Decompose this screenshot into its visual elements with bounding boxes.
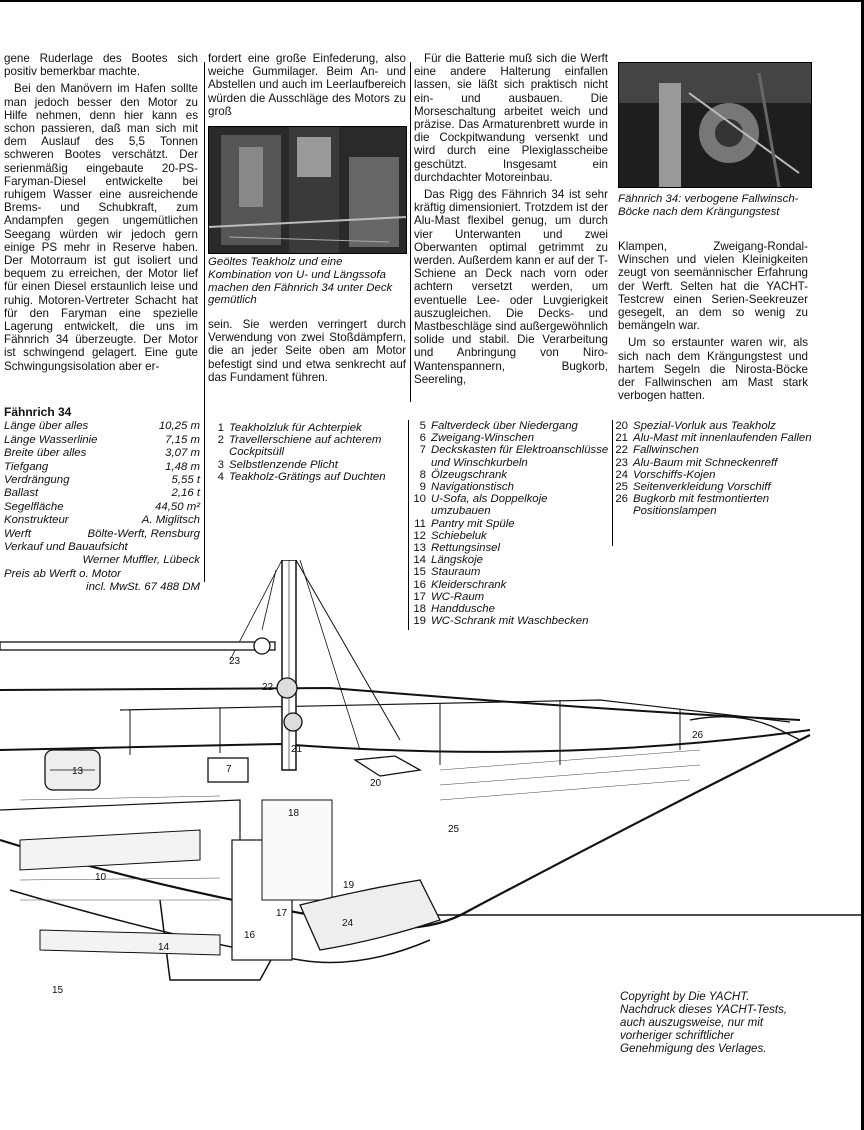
column-divider — [410, 62, 411, 402]
copyright-line: Nachdruck dieses YACHT-Tests, — [620, 1003, 788, 1016]
legend-item — [410, 444, 610, 468]
copyright-line: Copyright by Die YACHT. — [620, 990, 750, 1003]
legend-text: Alu-Mast mit innenlaufenden Fallen — [633, 432, 812, 445]
legend-item — [612, 493, 812, 517]
page-top-border — [0, 0, 864, 2]
specs-sales-label: Verkauf und Bauaufsicht — [4, 541, 128, 554]
legend-list-3 — [612, 420, 812, 518]
paragraph: Für die Batterie muß sich die Werft eine andere Halterung einfallen lassen, sie läßt sich praktisch nicht ein- und ausbauen. Die Morseschaltung arbeitet weich und präzise. Das Armaturenbrett wurde in die Cockpitwandung versenkt und wird durch eine Plexiglasscheibe geschützt. Insgesamt ein durchdachter Motoreinbau. — [414, 52, 608, 184]
legend-text: Seitenverkleidung Vorschiff — [633, 481, 771, 494]
drawing-callout: 17 — [276, 908, 288, 919]
legend-text: Rettungsinsel — [431, 542, 501, 555]
drawing-callout: 13 — [72, 766, 84, 777]
legend-number: 23 — [615, 456, 628, 469]
spec-row — [4, 434, 200, 447]
drawing-callout: 20 — [370, 778, 382, 789]
drawing-callout: 19 — [343, 880, 355, 891]
spec-value: A. Miglitsch — [141, 514, 200, 527]
legend-list-1 — [208, 422, 404, 483]
legend-item — [612, 444, 812, 456]
spec-label: Länge über alles — [4, 420, 89, 433]
copyright-line: vorheriger schriftlicher — [620, 1029, 735, 1042]
spec-label: Länge Wasserlinie — [4, 433, 98, 446]
spec-value: 3,07 m — [165, 447, 200, 460]
spec-value: Bölte-Werft, Rensburg — [87, 527, 200, 540]
drawing-callout: 14 — [158, 942, 170, 953]
paragraph: gene Ruderlage des Bootes sich positiv bemerkbar machte. — [4, 52, 198, 79]
paragraph: fordert eine große Einfederung, also weiche Gummilager. Beim An- und Abstellen und auch im Leerlaufbereich würden die Ausschläge des Motors zu groß — [208, 52, 406, 118]
drawing-callout: 21 — [291, 744, 303, 755]
legend-item — [208, 471, 404, 483]
interior-photo — [208, 126, 407, 254]
legend-number: 1 — [217, 422, 224, 434]
spec-row — [4, 528, 200, 541]
spec-value: 1,48 m — [165, 460, 200, 473]
legend-text: Stauraum — [431, 566, 481, 579]
legend-number: 14 — [413, 554, 426, 567]
legend-text: WC-Raum — [431, 590, 485, 603]
spec-value: 5,55 t — [171, 474, 200, 487]
drawing-callout: 7 — [226, 764, 232, 775]
spec-row — [4, 487, 200, 500]
legend-item — [410, 432, 610, 444]
legend-text: Alu-Baum mit Schneckenreff — [633, 456, 778, 469]
spec-label: Ballast — [4, 487, 39, 500]
legend-text: U-Sofa, als Doppelkoje umzubauen — [431, 493, 548, 518]
spec-value: 7,15 m — [165, 433, 200, 446]
legend-item — [612, 481, 812, 493]
copyright-line: Genehmigung des Verlages. — [620, 1042, 767, 1055]
legend-number: 3 — [217, 458, 224, 471]
paragraph: sein. Sie werden verringert durch Verwendung von zwei Stoßdämpfern, die an jeder Seite oben am Motor befestigt sind und etwa senkrecht auf das Fundament führen. — [208, 318, 406, 384]
specs-sales-value: Werner Muffler, Lübeck — [82, 554, 200, 567]
legend-text: Selbstlenzende Plicht — [229, 458, 338, 471]
legend-number: 24 — [615, 468, 628, 481]
specs-title: Fähnrich 34 — [4, 405, 72, 419]
legend-number: 2 — [217, 434, 224, 447]
legend-item — [410, 542, 610, 554]
spec-label: Segelfläche — [4, 500, 64, 513]
spec-row — [4, 461, 200, 474]
legend-number: 4 — [217, 470, 224, 483]
paragraph: Das Rigg des Fähnrich 34 ist sehr kräftig dimensioniert. Trotzdem ist der Alu-Mast flexibel genug, um durch vier Unterwanten und zwei Oberwanten optimal getrimmt zu werden. Außerdem kann er auf der T-Schiene an Deck nach vorn oder achtern versetzt werden, um eventuelle Lee- oder Luvgierigkeit auszugleichen. Die Decks- und Mastbeschläge sind außergewöhnlich solide und stabil. Die Verarbeitung und Anbringung von Niro-Wantenspannern, Bugkorb, Seereling, — [414, 188, 608, 386]
legend-item — [410, 420, 610, 432]
legend-number: 9 — [419, 481, 426, 494]
legend-text: Navigationstisch — [431, 481, 514, 494]
text-column-1 — [4, 52, 198, 377]
drawing-callout: 26 — [692, 730, 704, 741]
legend-number: 17 — [413, 590, 426, 603]
paragraph: Klampen, Zweigang-Rondal-Winschen und vielen Kleinigkeiten zeugt von seemännischer Erfahrung der Werft. Selten hat die YACHT-Testcrew einen Serien-Seekreuzer gesegelt, an dem so wenig zu bemängeln war. — [618, 240, 808, 333]
copyright-line: auch auszugsweise, nur mit — [620, 1016, 764, 1029]
drawing-callout: 25 — [448, 824, 460, 835]
specs-price-label: Preis ab Werft o. Motor — [4, 567, 121, 580]
specs-price-value: incl. MwSt. 67 488 DM — [86, 581, 200, 594]
legend-text: Teakholzluk für Achterpiek — [229, 422, 362, 434]
legend-item — [410, 469, 610, 481]
legend-number: 7 — [419, 444, 426, 457]
legend-text: Schiebeluk — [431, 529, 487, 542]
paragraph: Um so erstaunter waren wir, als sich nach dem Krängungstest und hartem Segeln die Nirosta-Böcke der Fallwinschen am Mast stark verbogen hatten. — [618, 336, 808, 403]
spec-row — [4, 447, 200, 460]
legend-number: 13 — [413, 542, 426, 555]
drawing-callout: 18 — [288, 808, 300, 819]
spec-value: 44,50 m² — [155, 500, 200, 513]
spec-label: Breite über alles — [4, 447, 87, 460]
spec-value: 2,16 t — [171, 487, 200, 500]
legend-item — [208, 459, 404, 471]
spec-label: Konstrukteur — [4, 514, 69, 527]
legend-item — [612, 469, 812, 481]
legend-number: 16 — [413, 578, 426, 591]
legend-item — [612, 432, 812, 444]
legend-number: 11 — [414, 517, 426, 530]
legend-text: Ölzeugschrank — [431, 468, 507, 481]
legend-item — [410, 481, 610, 493]
legend-text: Travellerschiene auf achterem Cockpitsüll — [229, 434, 382, 459]
legend-text: Zweigang-Winschen — [431, 432, 535, 445]
legend-text: Handdusche — [431, 603, 495, 616]
legend-number: 12 — [413, 529, 426, 542]
text-column-4 — [618, 240, 808, 406]
drawing-callout: 24 — [342, 918, 354, 929]
legend-item — [410, 518, 610, 530]
legend-item — [612, 420, 812, 432]
spec-row — [4, 501, 200, 514]
legend-number: 25 — [615, 481, 628, 494]
legend-item — [612, 457, 812, 469]
legend-number: 22 — [615, 444, 628, 457]
legend-number: 21 — [615, 432, 628, 445]
legend-text: Vorschiffs-Kojen — [633, 468, 716, 481]
yacht-cutaway-drawing — [0, 560, 864, 1000]
legend-item — [410, 493, 610, 517]
spec-value: 10,25 m — [158, 420, 200, 433]
drawing-callout: 22 — [262, 682, 274, 693]
legend-number: 8 — [419, 468, 426, 481]
spec-label: Werft — [4, 527, 32, 540]
spec-label: Tiefgang — [4, 460, 49, 473]
legend-text: Faltverdeck über Niedergang — [431, 420, 578, 432]
spec-row — [4, 474, 200, 487]
legend-number: 26 — [615, 493, 628, 506]
legend-number: 15 — [413, 566, 426, 579]
legend-text: Deckskasten für Elektroanschlüsse und Winschkurbeln — [431, 444, 609, 469]
drawing-callout: 23 — [229, 656, 241, 667]
legend-number: 6 — [419, 432, 426, 445]
legend-number: 5 — [419, 420, 426, 432]
legend-number: 19 — [413, 615, 426, 628]
drawing-callout: 16 — [244, 930, 256, 941]
copyright-notice — [620, 990, 840, 1055]
paragraph: Bei den Manövern im Hafen sollte man jedoch besser den Motor zu Hilfe nehmen, denn hier kann es schon passieren, daß man sich mit dem Auslauf des 5,5 Tonnen schweren Bootes verschätzt. Der serienmäßig eingebaute 20-PS-Faryman-Diesel entwickelte bei ruhigem Wasser eine ausreichende Brems- und Schubkraft, zum Andampfen gegen ungemütlichen Seegang würden wir jedoch gern einige PS mehr in Reserve haben. Der Motorraum ist gut isoliert und bequem zu erreichen, der Motor lief für einen Diesel erstaunlich leise und ruhig. Motoren-Vertreter Schacht hat für den Faryman eine spezielle Lagerung entwickelt, die uns im Fähnrich 34 überzeugte. Der Motor ist schwingend gelagert. Eine gute Schwingungsisolation aber er- — [4, 82, 198, 373]
text-column-2-bottom — [208, 318, 406, 388]
legend-number: 10 — [413, 493, 426, 506]
legend-text: Bugkorb mit festmontierten Positionslampen — [633, 493, 770, 518]
legend-number: 20 — [615, 420, 628, 432]
winch-photo-caption: Fähnrich 34: verbogene Fallwinsch-Böcke nach dem Krängungstest — [618, 193, 799, 218]
drawing-callout: 15 — [52, 985, 64, 996]
text-column-2-top — [208, 52, 406, 122]
legend-text: Kleiderschrank — [431, 578, 507, 591]
drawing-callout: 10 — [95, 872, 107, 883]
legend-item — [410, 530, 610, 542]
specs-rows — [4, 420, 200, 541]
legend-item — [208, 422, 404, 434]
legend-text: Längskoje — [431, 554, 483, 567]
legend-item — [208, 434, 404, 458]
legend-text: Teakholz-Grätings auf Duchten — [229, 470, 386, 483]
winch-photo — [618, 62, 812, 188]
legend-text: Fallwinschen — [633, 444, 699, 457]
legend-text: Pantry mit Spüle — [431, 517, 515, 530]
column-divider — [204, 408, 205, 578]
spec-label: Verdrängung — [4, 474, 70, 487]
legend-text: Spezial-Vorluk aus Teakholz — [633, 420, 776, 432]
spec-row — [4, 514, 200, 527]
text-column-3 — [414, 52, 608, 390]
interior-photo-caption: Geöltes Teakholz und eine Kombination von U- und Längssofa machen den Fähnrich 34 unter Deck gemütlich — [208, 256, 393, 307]
legend-text: WC-Schrank mit Waschbecken — [431, 615, 589, 628]
spec-row — [4, 420, 200, 433]
legend-number: 18 — [413, 603, 426, 616]
